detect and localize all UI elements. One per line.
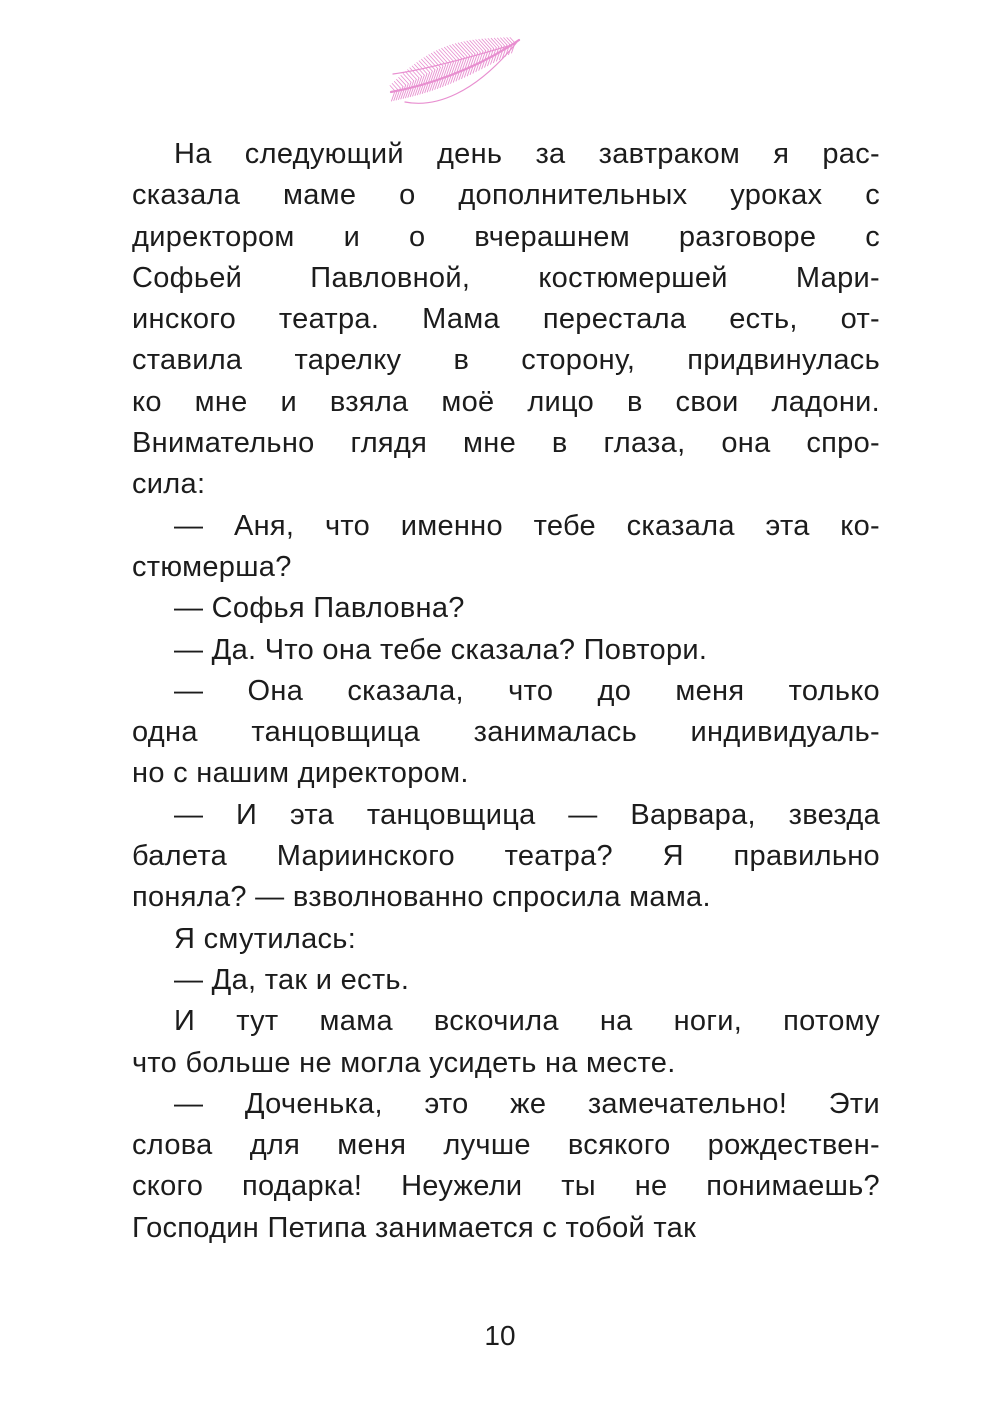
text-line: директором и о вчерашнем разговоре с bbox=[132, 220, 880, 253]
text-line: — Софья Павловна? bbox=[174, 592, 465, 625]
feather-barb bbox=[504, 38, 510, 45]
feather-barb bbox=[405, 72, 413, 81]
feather-barb bbox=[403, 74, 411, 83]
feather-barb bbox=[453, 44, 465, 57]
feather-barb bbox=[399, 77, 406, 85]
text-line: инского театра. Мама перестала есть, от- bbox=[132, 303, 880, 336]
text-line: Господин Петипа занимается с тобой так bbox=[132, 1211, 697, 1244]
text-line: — Да. Что она тебе сказала? Повтори. bbox=[174, 633, 708, 666]
feather-icon bbox=[385, 34, 525, 114]
text-line: — Да, так и есть. bbox=[174, 963, 410, 996]
text-line: Я смутилась: bbox=[174, 922, 357, 955]
text-line: И тут мама вскочила на ноги, потому bbox=[174, 1005, 880, 1038]
text-line: ставила тарелку в сторону, придвинулась bbox=[132, 344, 880, 377]
text-line: — Доченька, это же замечательно! Эти bbox=[174, 1087, 880, 1120]
feather-barb bbox=[398, 87, 403, 100]
feather-barb bbox=[455, 44, 467, 57]
text-line: одна танцовщица занималась индивидуаль- bbox=[132, 716, 880, 749]
text-line: ко мне и взяла моё лицо в свои ладони. bbox=[132, 385, 880, 418]
text-line: поняла? — взволнованно спросила мама. bbox=[132, 881, 711, 914]
text-line: — Аня, что именно тебе сказала эта ко- bbox=[174, 509, 880, 542]
text-line: На следующий день за завтраком я рас- bbox=[174, 138, 880, 170]
text-line: сказала маме о дополнительных уроках с bbox=[132, 179, 880, 212]
feather-barb bbox=[444, 47, 456, 60]
text-line: балета Мариинского театра? Я правильно bbox=[132, 840, 880, 873]
text-line: стюмерша? bbox=[132, 550, 292, 583]
text-line: — Она сказала, что до меня только bbox=[174, 674, 880, 707]
text-line: что больше не могла усидеть на месте. bbox=[132, 1046, 676, 1079]
text-line: сила: bbox=[132, 468, 206, 501]
feather-barb bbox=[447, 46, 459, 59]
page-number: 10 bbox=[484, 1320, 516, 1351]
body-text bbox=[132, 134, 880, 1249]
text-line: — И эта танцовщица — Варвара, звезда bbox=[174, 798, 880, 831]
text-line: ского подарка! Неужели ты не понимаешь? bbox=[132, 1170, 880, 1203]
feather-barb bbox=[497, 38, 504, 46]
feather-barb bbox=[412, 66, 421, 76]
feather-barb bbox=[501, 38, 507, 45]
text-line: слова для меня лучше всякого рождествен- bbox=[132, 1129, 880, 1162]
feather-barb bbox=[494, 38, 501, 46]
feather-barb bbox=[450, 45, 462, 58]
feather-barb bbox=[401, 75, 408, 83]
text-line: Софьей Павловной, костюмершей Мари- bbox=[132, 261, 880, 294]
text-line: Внимательно глядя мне в глаза, она спро- bbox=[132, 427, 880, 460]
feather-barb bbox=[507, 38, 512, 44]
text-line: но с нашим директором. bbox=[132, 757, 469, 790]
